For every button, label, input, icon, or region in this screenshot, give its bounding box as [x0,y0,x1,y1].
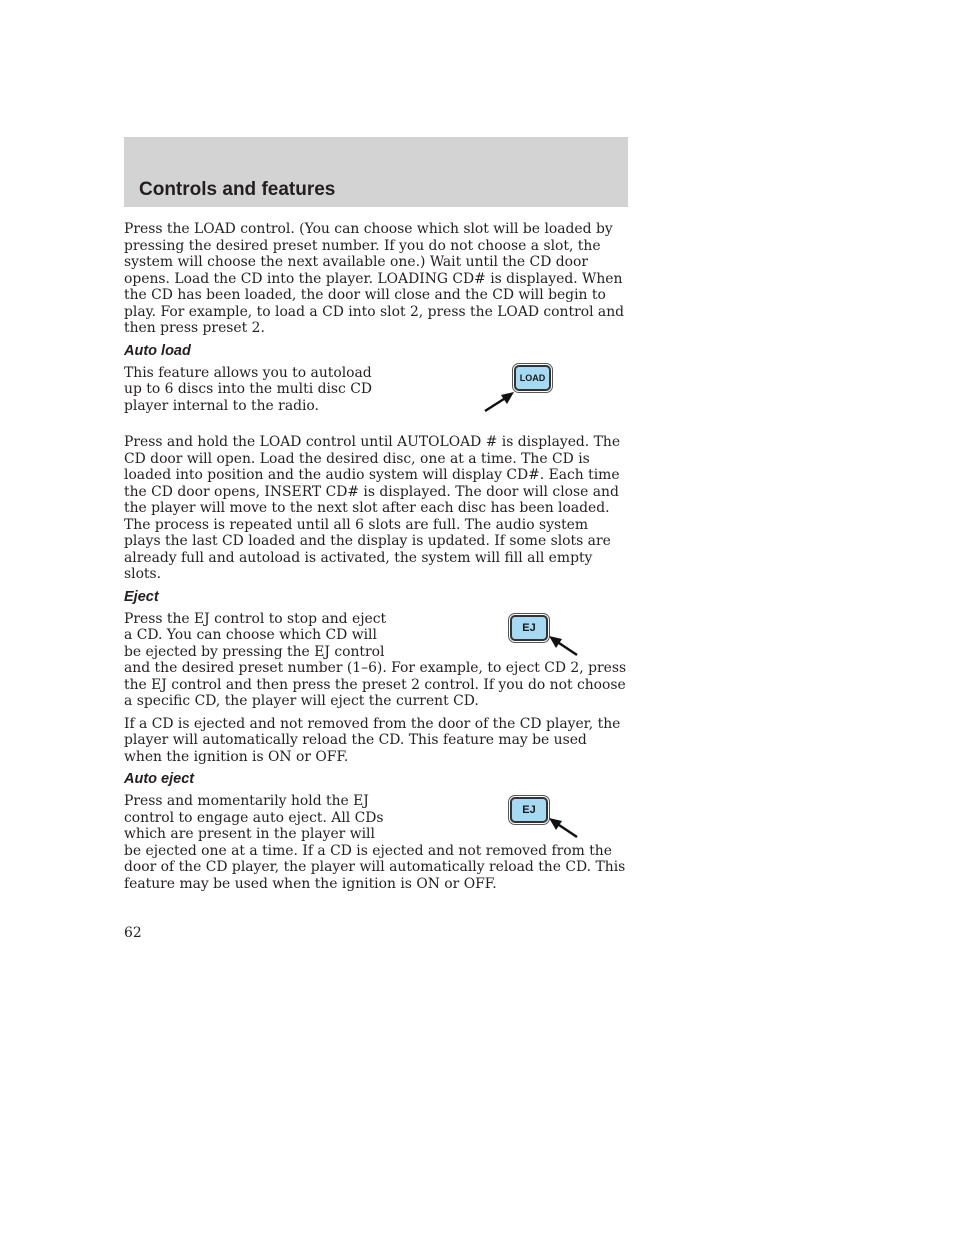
arrow-icon [546,815,580,839]
auto-eject-text: Press and momentarily hold the EJ control to engage auto eject. All CDs which are present in the player will be ejected one at a time. If a CD is ejected and not removed from the door of the CD player, the player will automatically reload the CD. This feature may be used when the ignition is ON or OFF. [124,793,626,892]
arrow-icon [546,633,580,657]
load-button-illustration [388,365,628,411]
page-number: 62 [124,925,142,941]
main-content [124,221,628,892]
eject-heading: Eject [124,588,159,605]
auto-load-heading: Auto load [124,342,191,359]
auto-load-body: Press and hold the LOAD control until AUTOLOAD # is displayed. The CD door will open. Load the desired disc, one at a time. The CD is loaded into position and the audio system will display CD#. Each time the CD door opens, INSERT CD# is displayed. The door will close and the player will move to the next slot after each disc has been loaded. The process is repeated until all 6 slots are full. The audio system plays the last CD loaded and the display is updated. If some slots are already full and autoload is activated, the system will fill all empty slots. [124,434,621,582]
header-band [124,137,628,207]
eject-button-icon: EJ [510,797,548,823]
eject-text: Press the EJ control to stop and eject a CD. You can choose which CD will be ejected by pressing the EJ control and the desired preset number (1–6). For example, to eject CD 2, press the EJ control and then press the preset 2 control. If you do not choose a specific CD, the player will eject the current CD. [124,610,627,709]
page-title: Controls and features [139,179,336,200]
eject-button-icon: EJ [510,615,548,641]
arrow-icon [483,387,523,413]
eject-body: If a CD is ejected and not removed from the door of the CD player, the player will automatically reload the CD. This feature may be used when the ignition is ON or OFF. [124,715,621,765]
auto-load-lead: This feature allows you to autoload up to 6 discs into the multi disc CD player internal to the radio. [124,364,372,414]
ej-button-illustration-2 [388,793,628,839]
auto-eject-heading: Auto eject [124,771,195,787]
intro-paragraph: Press the LOAD control. (You can choose which slot will be loaded by pressing the desired preset number. If you do not choose a slot, the system will choose the next available one.) Wait until the CD door opens. Load the CD into the player. LOADING CD# is displayed. When the CD has been loaded, the door will close and the CD will begin to play. For example, to load a CD into slot 2, press the LOAD control and then press preset 2. [124,221,625,336]
load-button-icon: LOAD [514,365,551,391]
ej-button-illustration [388,611,628,657]
